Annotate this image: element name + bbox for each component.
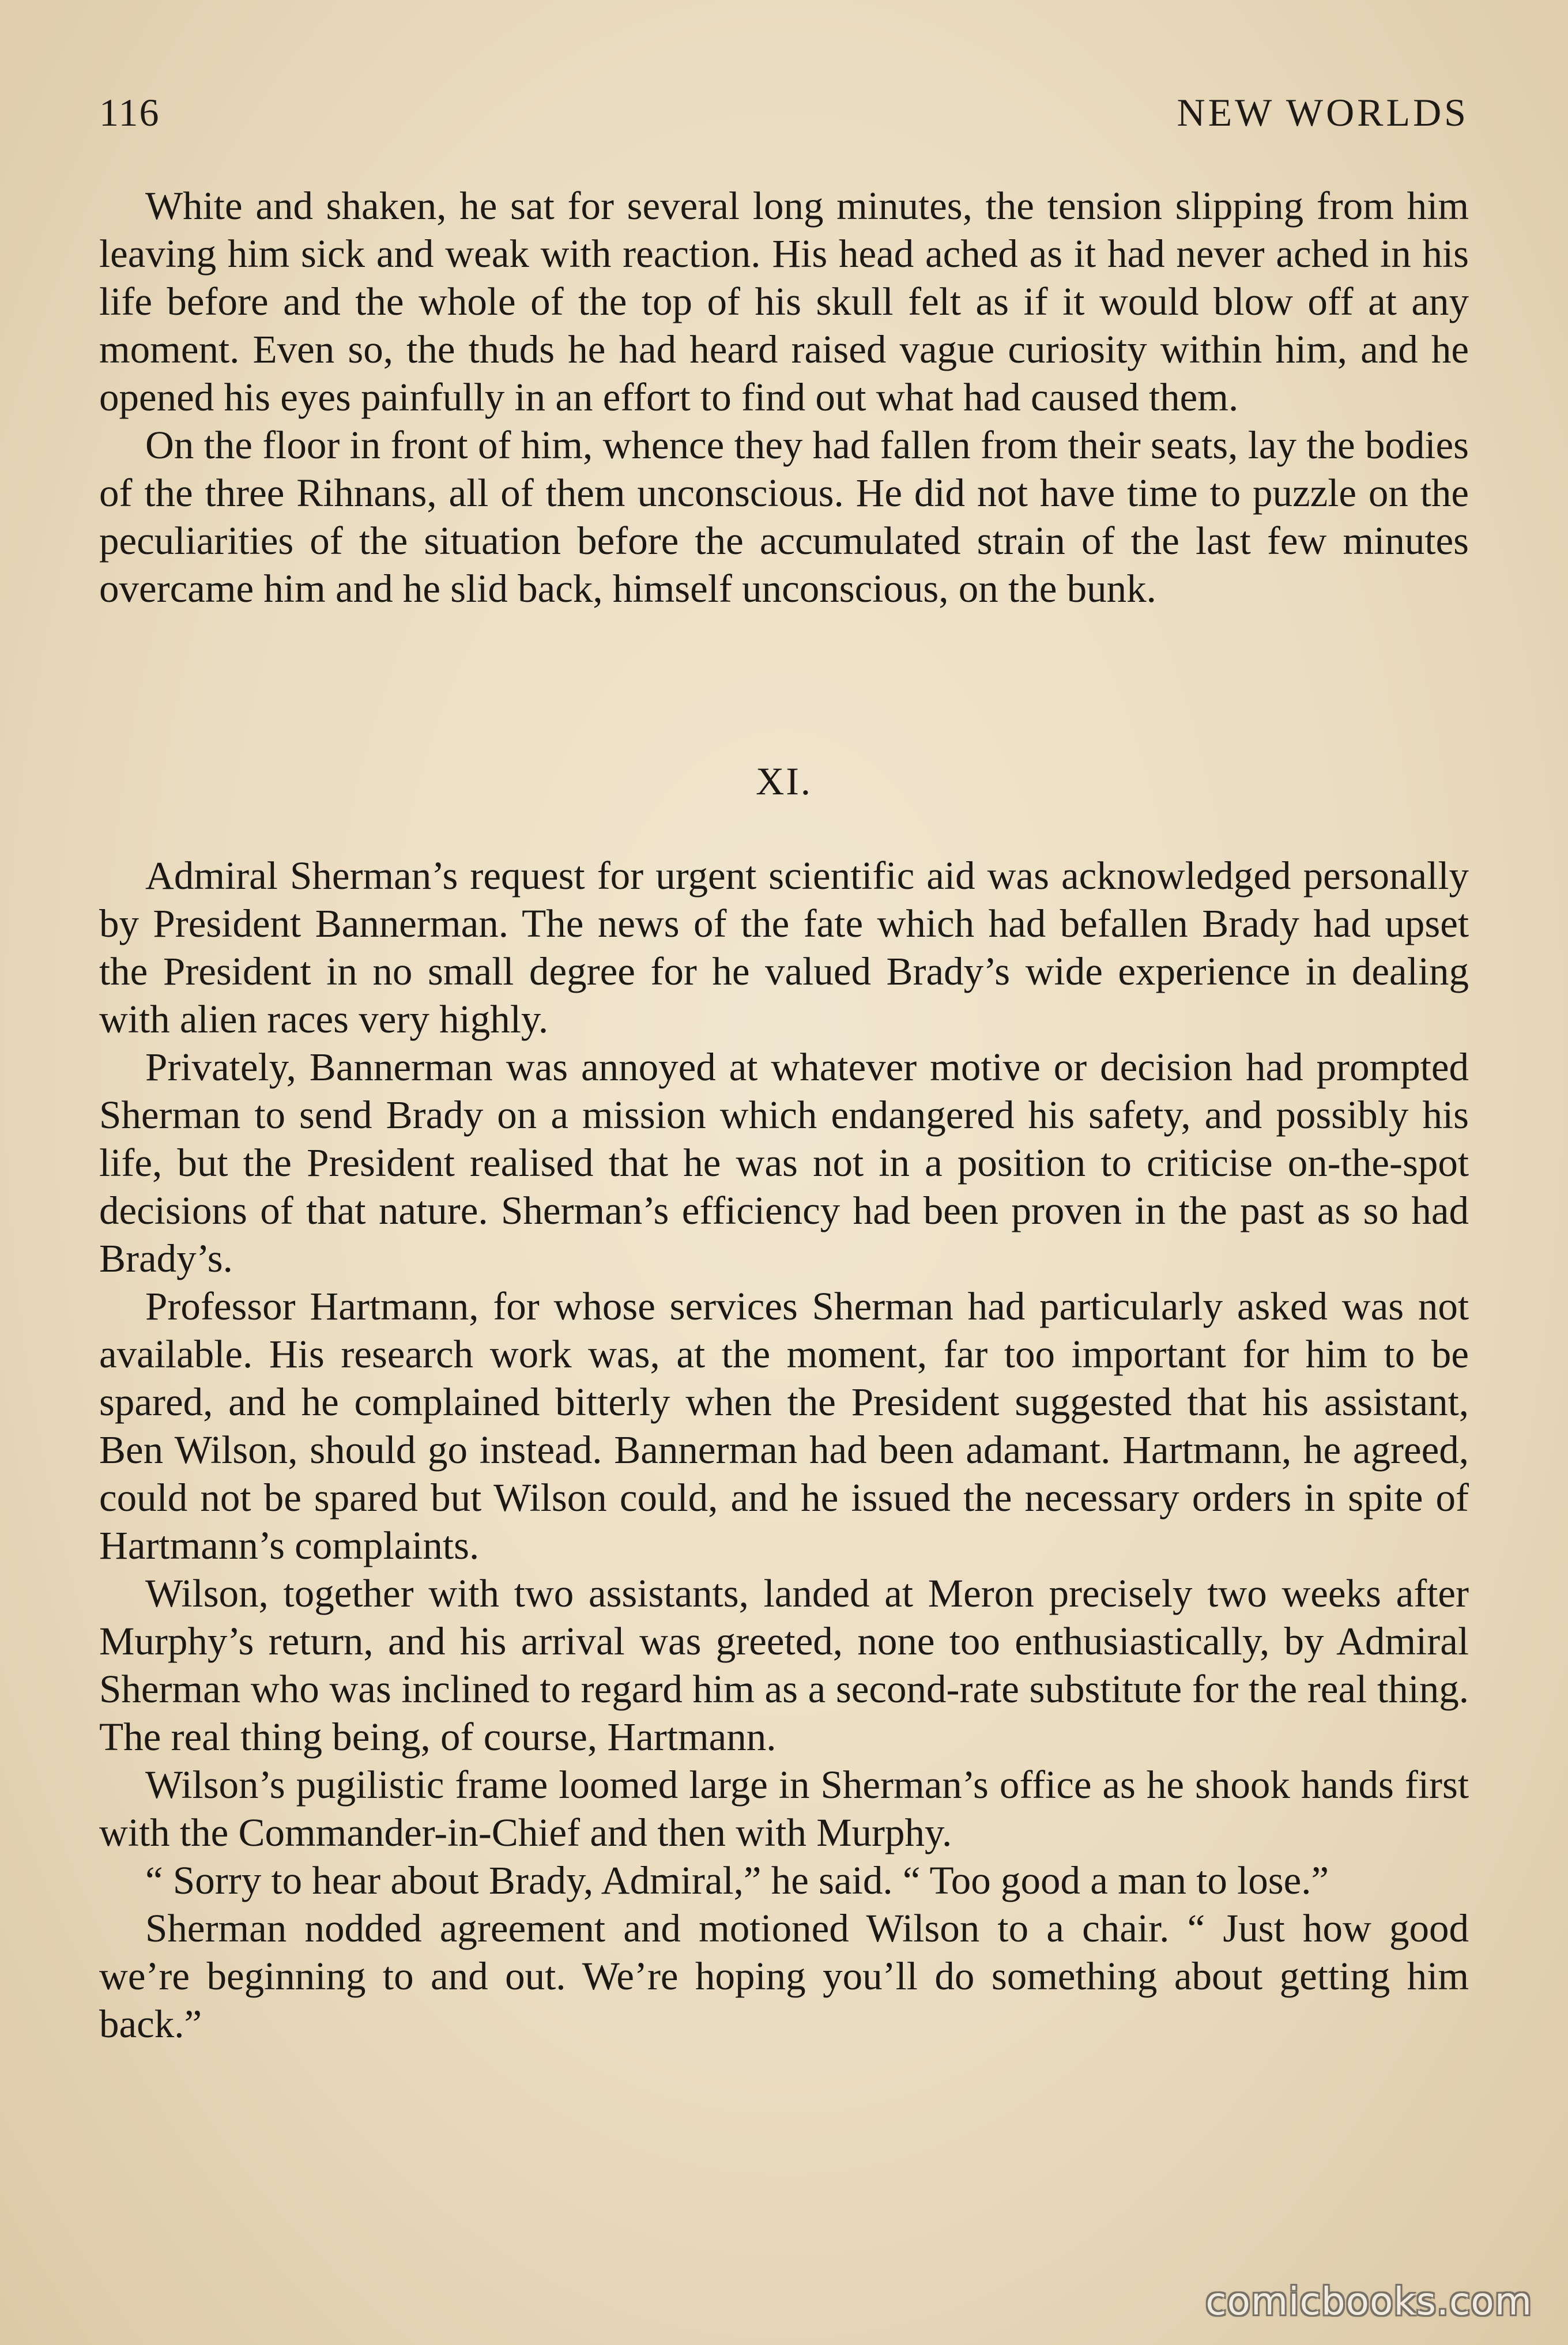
paragraph: Wilson’s pugilistic frame loomed large in Sherman’s office as he shook hands first with the Commander-in-Chief and then with Murphy. — [99, 1763, 1469, 1854]
text-block-chapter-eleven — [99, 852, 1469, 2048]
watermark: comicbooks.com — [1205, 2279, 1532, 2324]
page-number: 116 — [99, 91, 160, 134]
chapter-heading: XI. — [756, 759, 812, 803]
paragraph: Sherman nodded agreement and motioned Wilson to a chair. “ Just how good we’re beginning to and out. We’re hoping you’ll do something about getting him back.” — [99, 1906, 1469, 2046]
text-block-before-chapter — [99, 182, 1469, 613]
paragraph: Professor Hartmann, for whose services Sherman had particularly asked was not available. His research work was, at the moment, far too important for him to be spared, and he complained bitterly when the President suggested that his assistant, Ben Wilson, should go instead. Bannerman had been adamant. Hartmann, he agreed, could not be spared but Wilson could, and he issued the necessary orders in spite of Hartmann’s complaints. — [99, 1284, 1469, 1567]
paragraph: On the floor in front of him, whence they had fallen from their seats, lay the bodies of the three Rihnans, all of them unconscious. He did not have time to puzzle on the peculiarities of the situation before the accumulated strain of the last few minutes overcame him and he slid back, himself unconscious, on the bunk. — [99, 423, 1469, 610]
page-header — [99, 81, 1469, 144]
paragraph: Wilson, together with two assistants, landed at Meron precisely two weeks after Murphy’s return, and his arrival was greeted, none too enthusiastically, by Admiral Sherman who was inclined to regard him as a second-rate substitute for the real thing. The real thing being, of course, Hartmann. — [99, 1571, 1469, 1759]
paragraph: White and shaken, he sat for several long minutes, the tension slipping from him leaving him sick and weak with reaction. His head ached as it had never ached in his life before and the whole of the top of his skull felt as if it would blow off at any moment. Even so, the thuds he had heard raised vague curiosity within him, and he opened his eyes painfully in an effort to find out what had caused them. — [99, 184, 1469, 419]
paragraph: Admiral Sherman’s request for urgent scientific aid was acknowledged personally by President Bannerman. The news of the fate which had befallen Brady had upset the President in no small degree for he valued Brady’s wide experience in dealing with alien races very highly. — [99, 854, 1469, 1041]
paragraph: “ Sorry to hear about Brady, Admiral,” he said. “ Too good a man to lose.” — [145, 1858, 1329, 1902]
paragraph: Privately, Bannerman was annoyed at whatever motive or decision had prompted Sherman to send Brady on a mission which endangered his safety, and possibly his life, but the President realised that he was not in a position to criticise on-the-spot decisions of that nature. Sherman’s efficiency had been proven in the past as so had Brady’s. — [99, 1045, 1469, 1280]
running-head: NEW WORLDS — [1177, 91, 1469, 134]
